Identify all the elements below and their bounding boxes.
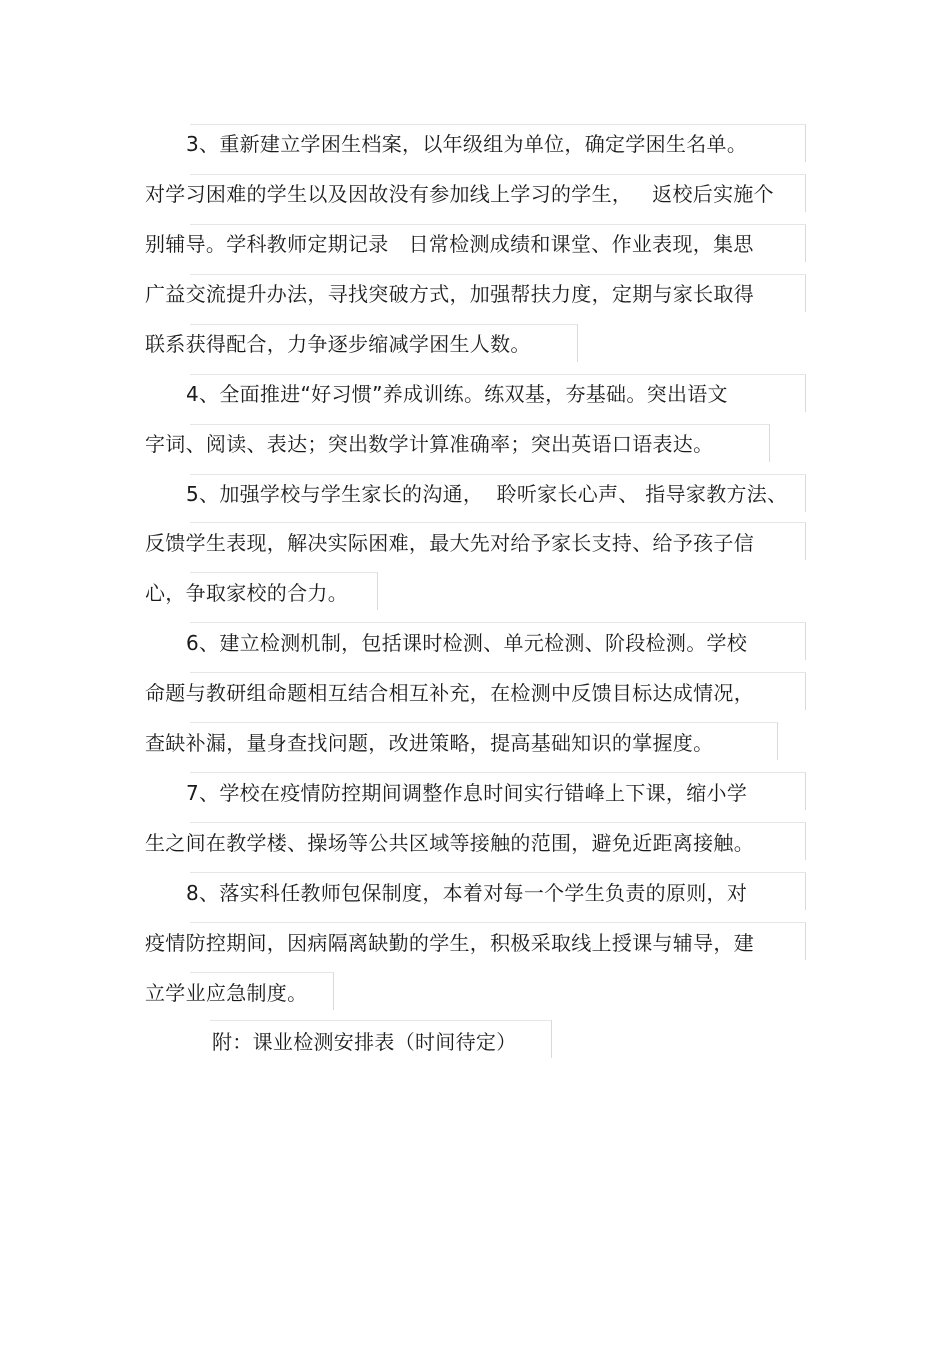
line-text: 4、全面推进“好习惯”养成训练。练双基，夯基础。突出语文 xyxy=(186,382,728,406)
line-text: 查缺补漏，量身查找问题，改进策略，提高基础知识的掌握度。 xyxy=(145,731,714,755)
line-text: 生之间在教学楼、操场等公共区域等接触的范围，避免近距离接触。 xyxy=(145,831,754,855)
line-text: 反馈学生表现，解决实际困难，最大先对给予家长支持、给予孩子信 xyxy=(145,531,754,555)
line-text: 3、重新建立学困生档案，以年级组为单位，确定学困生名单。 xyxy=(186,132,748,156)
line-text: 心，争取家校的合力。 xyxy=(145,581,348,605)
line-text: 6、建立检测机制，包括课时检测、单元检测、阶段检测。学校 xyxy=(186,631,748,655)
line-text: 7、学校在疫情防控期间调整作息时间实行错峰上下课，缩小学 xyxy=(186,781,748,805)
line-text: 字词、阅读、表达；突出数学计算准确率；突出英语口语表达。 xyxy=(145,432,714,456)
line-text: 广益交流提升办法，寻找突破方式，加强帮扶力度，定期与家长取得 xyxy=(145,282,754,306)
line-text: 立学业应急制度。 xyxy=(145,981,308,1005)
line-text: 别辅导。学科教师定期记录 日常检测成绩和课堂、作业表现，集思 xyxy=(145,232,754,256)
line-text: 对学习困难的学生以及因故没有参加线上学习的学生， 返校后实施个 xyxy=(145,182,774,206)
line-text: 联系获得配合，力争逐步缩减学困生人数。 xyxy=(145,332,531,356)
line-text: 附：课业检测安排表（时间待定） xyxy=(212,1030,517,1054)
line-text: 8、落实科任教师包保制度，本着对每一个学生负责的原则，对 xyxy=(186,881,748,905)
line-text: 命题与教研组命题相互结合相互补充，在检测中反馈目标达成情况， xyxy=(145,681,754,705)
line-text: 5、加强学校与学生家长的沟通， 聆听家长心声、 指导家教方法、 xyxy=(186,482,788,506)
line-text: 疫情防控期间，因病隔离缺勤的学生，积极采取线上授课与辅导，建 xyxy=(145,931,754,955)
